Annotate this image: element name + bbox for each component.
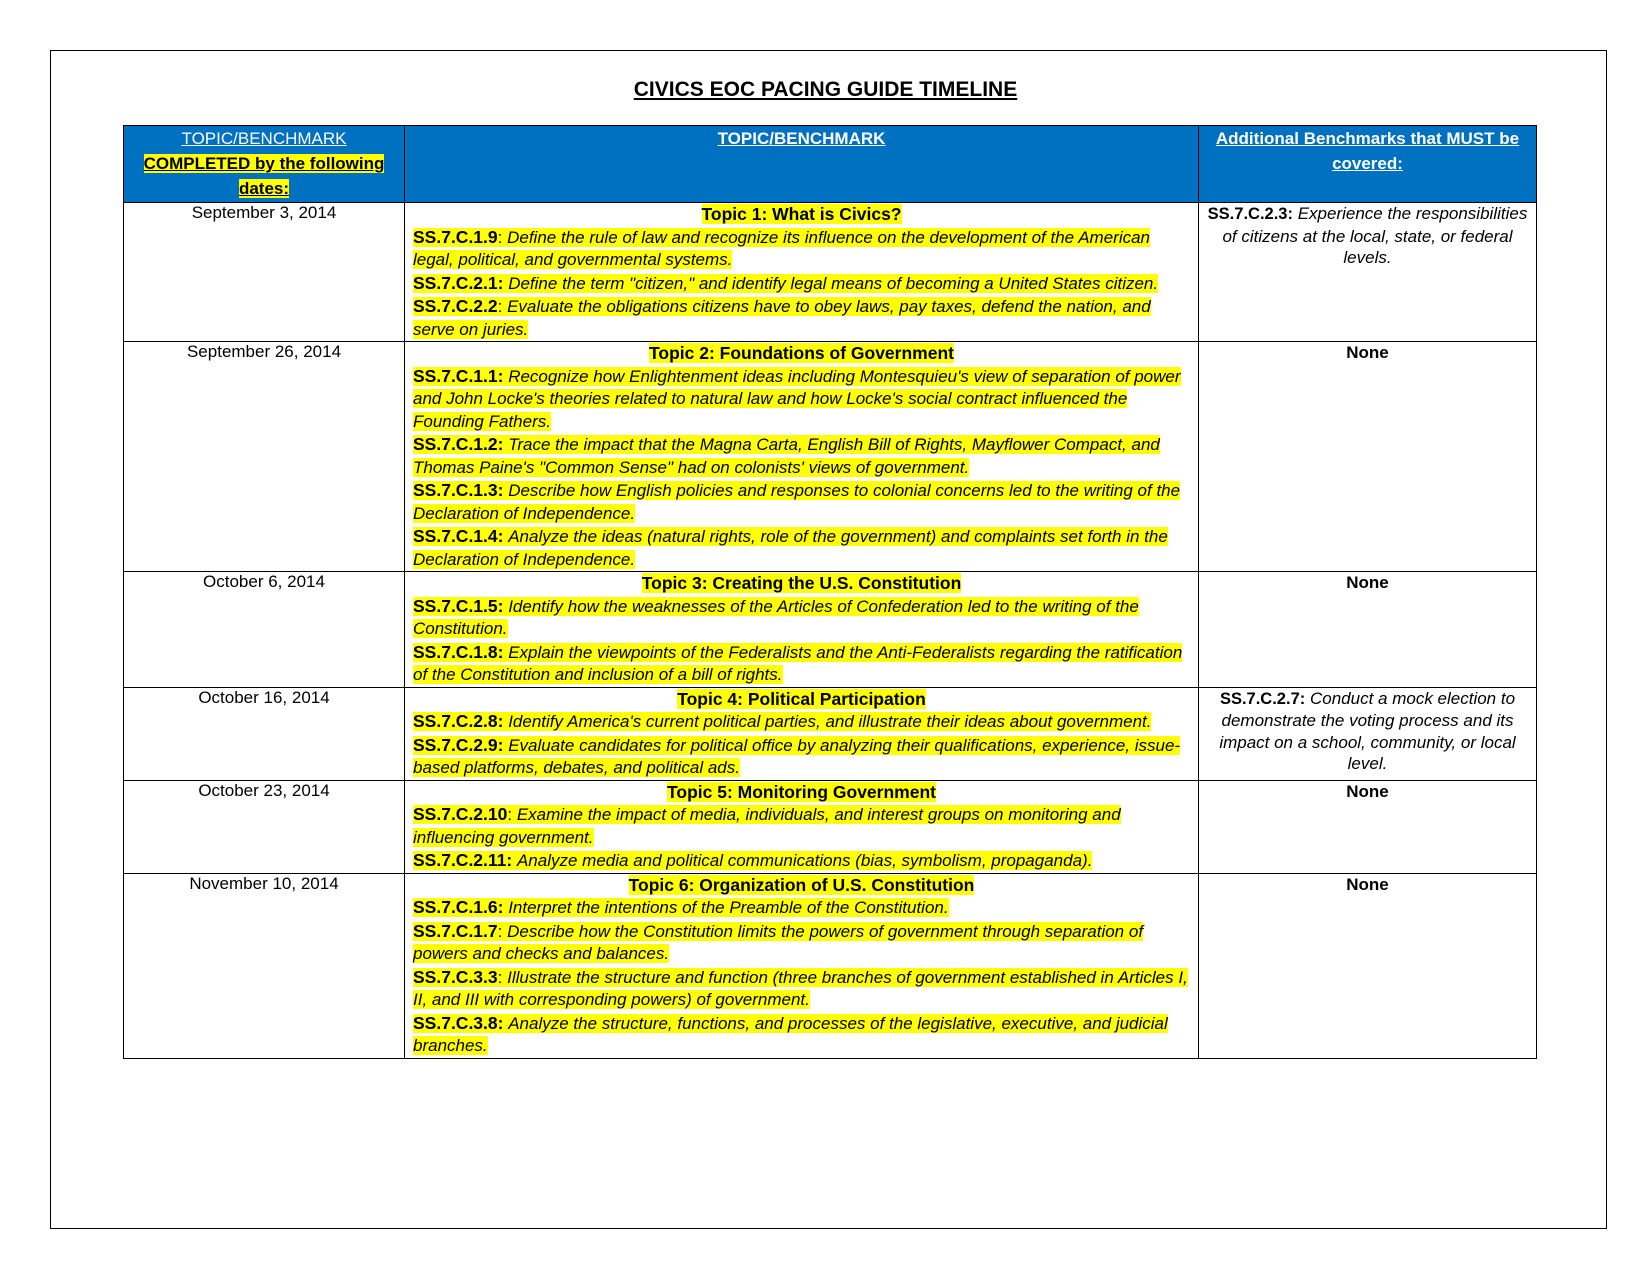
benchmark-item [413,365,1190,434]
table-row-topic-1 [124,203,1537,342]
additional-benchmark-code: SS.7.C.2.7: [1219,689,1306,708]
benchmark-description: Recognize how Enlightenment ideas including Montesquieu's view of separation of power and John Locke's theories related to natural law and how Locke's social contract influenced the Founding Fathers. [413,366,1181,431]
header-col1-line2: COMPLETED by the following dates: [143,154,385,198]
benchmark-item [413,525,1190,571]
benchmark-list [413,803,1190,873]
additional-benchmark-cell [1199,572,1537,688]
benchmark-item [413,479,1190,525]
none-label: None [1346,573,1389,592]
topic-title-text: Topic 2: Foundations of Government [649,343,954,363]
benchmark-highlight [413,597,1139,639]
topic-cell [405,780,1199,873]
benchmark-highlight [413,297,1151,339]
benchmark-item [413,966,1190,1012]
benchmark-code: SS.7.C.1.5: [413,595,504,616]
benchmark-item [413,710,1190,734]
table-row-topic-2 [124,342,1537,572]
benchmark-description: Explain the viewpoints of the Federalists and the Anti-Federalists regarding the ratification of the Constitution and inclusion of a bill of rights. [413,642,1183,684]
benchmark-item [413,803,1190,849]
benchmark-highlight [413,1014,1168,1056]
benchmark-highlight [413,481,1180,523]
topic-title-text: Topic 4: Political Participation [677,688,926,709]
benchmark-code: SS.7.C.1.4: [413,526,504,546]
additional-benchmark-cell [1199,687,1537,780]
benchmark-separator: : [497,967,508,987]
benchmark-highlight [413,922,1143,964]
benchmark-code: SS.7.C.1.3: [413,480,504,500]
benchmark-item [413,1012,1190,1058]
benchmark-separator: : [497,297,508,316]
header-completed-dates [124,126,405,203]
document-title-text: CIVICS EOC PACING GUIDE TIMELINE [633,78,1018,101]
topic-title [413,874,1190,897]
topic-title-text: Topic 6: Organization of U.S. Constitution [628,874,975,895]
benchmark-code: SS.7.C.2.2 [413,296,498,316]
benchmark-item [413,595,1190,641]
benchmark-code: SS.7.C.2.8: [413,711,504,731]
topic-title-text: Topic 1: What is Civics? [701,204,902,224]
benchmark-code: SS.7.C.2.9: [413,734,504,755]
benchmark-highlight [413,643,1182,685]
topic-cell [405,342,1199,572]
benchmark-separator: : [497,227,508,247]
additional-benchmark-description: Experience the responsibilities of citizens at the local, state, or federal levels. [1222,204,1528,267]
table-row-topic-6 [124,873,1537,1058]
topic-title [413,342,1190,365]
benchmark-description: Illustrate the structure and function (three branches of government established in Articles I, II, and III with corresponding powers) of government. [413,967,1188,1009]
topic-title [413,781,1190,804]
benchmark-separator: : [497,921,508,941]
completion-date: September 26, 2014 [124,342,405,572]
benchmark-description: Examine the impact of media, individuals, and interest groups on monitoring and influencing government. [413,805,1121,847]
benchmark-highlight [413,435,1160,477]
benchmark-highlight [413,968,1188,1010]
table-header-row [124,126,1537,203]
none-label: None [1346,874,1389,894]
benchmark-description: Identify how the weaknesses of the Articles of Confederation led to the writing of the Constitution. [413,596,1139,638]
additional-benchmark-cell [1199,342,1537,572]
benchmark-list [413,595,1190,687]
topic-cell [405,572,1199,688]
benchmark-item [413,433,1190,479]
benchmark-description: Identify America's current political parties, and illustrate their ideas about government. [508,712,1152,731]
benchmark-code: SS.7.C.1.8: [413,641,504,662]
completion-date: October 23, 2014 [124,780,405,873]
none-label: None [1346,343,1389,362]
benchmark-item [413,641,1190,687]
document-title [0,78,1651,102]
benchmark-code: SS.7.C.1.1: [413,365,504,386]
benchmark-code: SS.7.C.2.10 [413,804,508,824]
topic-title-text: Topic 5: Monitoring Government [667,781,936,802]
benchmark-item [413,849,1190,873]
benchmark-code: SS.7.C.2.11: [413,850,513,870]
topic-cell [405,203,1199,342]
benchmark-description: Analyze media and political communications (bias, symbolism, propaganda). [516,851,1093,870]
header-col1-line1: TOPIC/BENCHMARK [181,129,347,148]
benchmark-highlight [413,851,1092,870]
benchmark-code: SS.7.C.1.6: [413,897,504,917]
benchmark-description: Describe how the Constitution limits the powers of government through separation of powers and checks and balances. [413,921,1144,963]
benchmark-code: SS.7.C.2.1: [413,272,504,293]
additional-benchmark-code: SS.7.C.2.3: [1207,205,1293,223]
additional-benchmark-cell [1199,780,1537,873]
benchmark-code: SS.7.C.1.2: [413,434,504,454]
topic-cell [405,687,1199,780]
topic-title [413,203,1190,226]
benchmark-description: Evaluate the obligations citizens have to obey laws, pay taxes, defend the nation, and serve on juries. [413,297,1151,339]
table-row-topic-5 [124,780,1537,873]
table-row-topic-3 [124,572,1537,688]
pacing-guide-table [123,125,1537,1059]
benchmark-description: Trace the impact that the Magna Carta, English Bill of Rights, Mayflower Compact, and Thomas Paine's "Common Sense" had on colonists' views of government. [413,435,1160,477]
benchmark-code: SS.7.C.3.8: [413,1012,504,1033]
benchmark-item [413,734,1190,780]
completion-date: November 10, 2014 [124,873,405,1058]
benchmark-description: Interpret the intentions of the Preamble of the Constitution. [508,898,949,917]
benchmark-code: SS.7.C.1.7 [413,920,498,941]
benchmark-item [413,896,1190,920]
benchmark-description: Define the rule of law and recognize its influence on the development of the American legal, political, and governmental systems. [413,227,1151,269]
header-topic-benchmark [405,126,1199,203]
benchmark-list [413,226,1190,342]
none-label: None [1346,781,1389,801]
benchmark-separator: : [507,805,517,824]
header-col2: TOPIC/BENCHMARK [717,129,886,148]
completion-date: September 3, 2014 [124,203,405,342]
additional-benchmark-cell [1199,873,1537,1058]
header-additional-benchmarks [1199,126,1537,203]
benchmark-highlight [413,527,1168,569]
additional-benchmark-description: Conduct a mock election to demonstrate the voting process and its impact on a school, community, or local level. [1219,688,1516,773]
benchmark-list [413,710,1190,780]
benchmark-code: SS.7.C.1.9 [413,226,498,247]
header-col3: Additional Benchmarks that MUST be covered: [1215,129,1520,173]
benchmark-highlight [413,898,949,917]
benchmark-code: SS.7.C.3.3 [413,966,498,987]
topic-title [413,572,1190,595]
benchmark-item [413,226,1190,272]
benchmark-description: Define the term "citizen," and identify legal means of becoming a United States citizen. [508,273,1159,293]
benchmark-item [413,920,1190,966]
benchmark-description: Analyze the ideas (natural rights, role of the government) and complaints set forth in the Declaration of Independence. [413,527,1168,569]
topic-title-text: Topic 3: Creating the U.S. Constitution [641,573,962,593]
benchmark-highlight [413,805,1121,847]
benchmark-highlight [413,712,1151,731]
topic-cell [405,873,1199,1058]
topic-title [413,688,1190,711]
benchmark-highlight [413,228,1150,270]
benchmark-highlight [413,736,1180,778]
benchmark-item [413,295,1190,341]
table-row-topic-4 [124,687,1537,780]
benchmark-description: Analyze the structure, functions, and processes of the legislative, executive, and judicial branches. [413,1013,1168,1055]
additional-benchmark-cell [1199,203,1537,342]
benchmark-description: Evaluate candidates for political office by analyzing their qualifications, experience, issue-based platforms, debates, and political ads. [413,735,1181,777]
benchmark-item [413,272,1190,296]
benchmark-list [413,365,1190,572]
completion-date: October 6, 2014 [124,572,405,688]
benchmark-list [413,896,1190,1058]
benchmark-highlight [413,367,1181,431]
benchmark-highlight [413,274,1158,293]
completion-date: October 16, 2014 [124,687,405,780]
benchmark-description: Describe how English policies and responses to colonial concerns led to the writing of the Declaration of Independence. [413,481,1181,523]
